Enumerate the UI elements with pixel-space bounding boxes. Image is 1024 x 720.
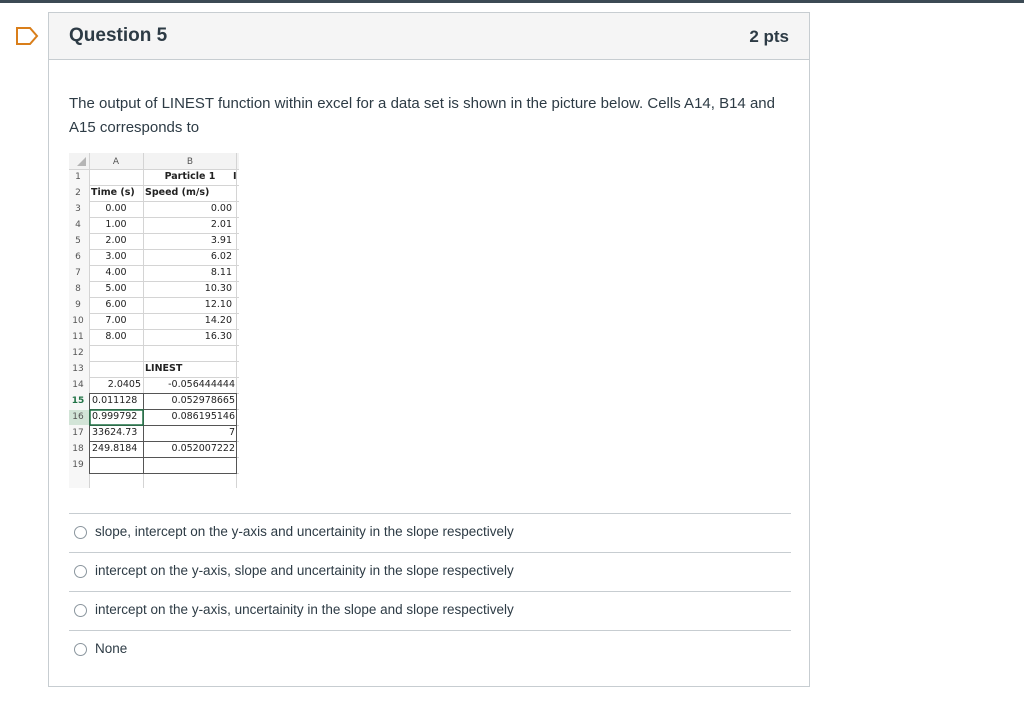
cell-b15: 0.052978665 bbox=[171, 395, 235, 406]
row-number: 18 bbox=[72, 444, 84, 454]
cell-speed: 8.11 bbox=[210, 267, 232, 278]
cell-b17: 7 bbox=[228, 427, 235, 438]
row-number: 2 bbox=[75, 188, 81, 198]
cell-time: 1.00 bbox=[105, 219, 127, 230]
row-number: 9 bbox=[75, 300, 81, 310]
radio-button[interactable] bbox=[74, 526, 87, 539]
answer-option[interactable] bbox=[69, 630, 791, 669]
top-border bbox=[0, 0, 1024, 3]
row-number: 5 bbox=[75, 236, 81, 246]
cell-speed: 0.00 bbox=[210, 203, 232, 214]
row-number: 11 bbox=[72, 332, 84, 342]
cell-a15: 0.011128 bbox=[92, 395, 138, 406]
row-number: 17 bbox=[72, 428, 84, 438]
row-number: 7 bbox=[75, 268, 81, 278]
header-speed: Speed (m/s) bbox=[145, 187, 210, 198]
cell-speed: 2.01 bbox=[210, 219, 232, 230]
linest-label: LINEST bbox=[145, 363, 183, 374]
cell-speed: 14.20 bbox=[204, 315, 232, 326]
radio-button[interactable] bbox=[74, 643, 87, 656]
cell-b14: -0.056444444 bbox=[168, 379, 235, 390]
cell-speed: 3.91 bbox=[210, 235, 232, 246]
row-number: 10 bbox=[72, 316, 84, 326]
col-header-a[interactable]: A bbox=[112, 157, 120, 167]
row-number: 8 bbox=[75, 284, 81, 294]
header-time: Time (s) bbox=[91, 187, 135, 198]
cell-time: 3.00 bbox=[105, 251, 127, 262]
question-text: The output of LINEST function within excel for a data set is shown in the picture below. Cells A14, B14 and A15 corresponds to bbox=[69, 95, 775, 136]
cell-a16: 0.999792 bbox=[92, 411, 138, 422]
col-i-fragment: I bbox=[233, 171, 237, 182]
cell-speed: 10.30 bbox=[204, 283, 232, 294]
cell-time: 0.00 bbox=[105, 203, 127, 214]
row-number: 13 bbox=[72, 364, 84, 374]
radio-button[interactable] bbox=[74, 604, 87, 617]
answer-option[interactable] bbox=[69, 552, 791, 591]
cell-b16: 0.086195146 bbox=[171, 411, 235, 422]
cell-speed: 6.02 bbox=[210, 251, 232, 262]
question-header bbox=[49, 13, 809, 60]
answer-option[interactable] bbox=[69, 591, 791, 630]
answer-label[interactable]: slope, intercept on the y-axis and uncertainity in the slope respectively bbox=[95, 524, 514, 539]
row-number: 1 bbox=[75, 172, 81, 182]
row-number: 12 bbox=[72, 348, 84, 358]
row-number: 4 bbox=[75, 220, 81, 230]
row-number: 14 bbox=[72, 380, 84, 390]
answer-label[interactable]: intercept on the y-axis, uncertainity in the slope and slope respectively bbox=[95, 602, 514, 617]
spreadsheet-image bbox=[69, 153, 239, 488]
row-number-selected: 15 bbox=[71, 396, 85, 406]
cell-speed: 16.30 bbox=[204, 331, 232, 342]
cell-time: 2.00 bbox=[105, 235, 127, 246]
question-title: Question 5 bbox=[69, 25, 168, 46]
cell-a18: 249.8184 bbox=[92, 443, 138, 454]
row-number: 19 bbox=[72, 460, 84, 470]
cell-a14: 2.0405 bbox=[107, 379, 141, 390]
cell-time: 4.00 bbox=[105, 267, 127, 278]
answer-label[interactable]: intercept on the y-axis, slope and uncertainity in the slope respectively bbox=[95, 563, 514, 578]
row-number: 16 bbox=[72, 412, 84, 422]
flag-question-icon[interactable] bbox=[15, 26, 39, 46]
col-header-b[interactable]: B bbox=[186, 157, 194, 167]
cell-time: 5.00 bbox=[105, 283, 127, 294]
radio-button[interactable] bbox=[74, 565, 87, 578]
answer-option[interactable] bbox=[69, 513, 791, 552]
question-card bbox=[48, 12, 810, 687]
question-points: 2 pts bbox=[749, 27, 789, 46]
particle-label: Particle 1 bbox=[164, 171, 216, 182]
cell-time: 8.00 bbox=[105, 331, 127, 342]
row-number: 6 bbox=[75, 252, 81, 262]
answer-label[interactable]: None bbox=[95, 641, 128, 656]
cell-a17: 33624.73 bbox=[92, 427, 138, 438]
answer-list bbox=[69, 513, 791, 669]
cell-time: 6.00 bbox=[105, 299, 127, 310]
cell-speed: 12.10 bbox=[204, 299, 232, 310]
cell-time: 7.00 bbox=[105, 315, 127, 326]
cell-b18: 0.052007222 bbox=[171, 443, 235, 454]
row-number: 3 bbox=[75, 204, 81, 214]
